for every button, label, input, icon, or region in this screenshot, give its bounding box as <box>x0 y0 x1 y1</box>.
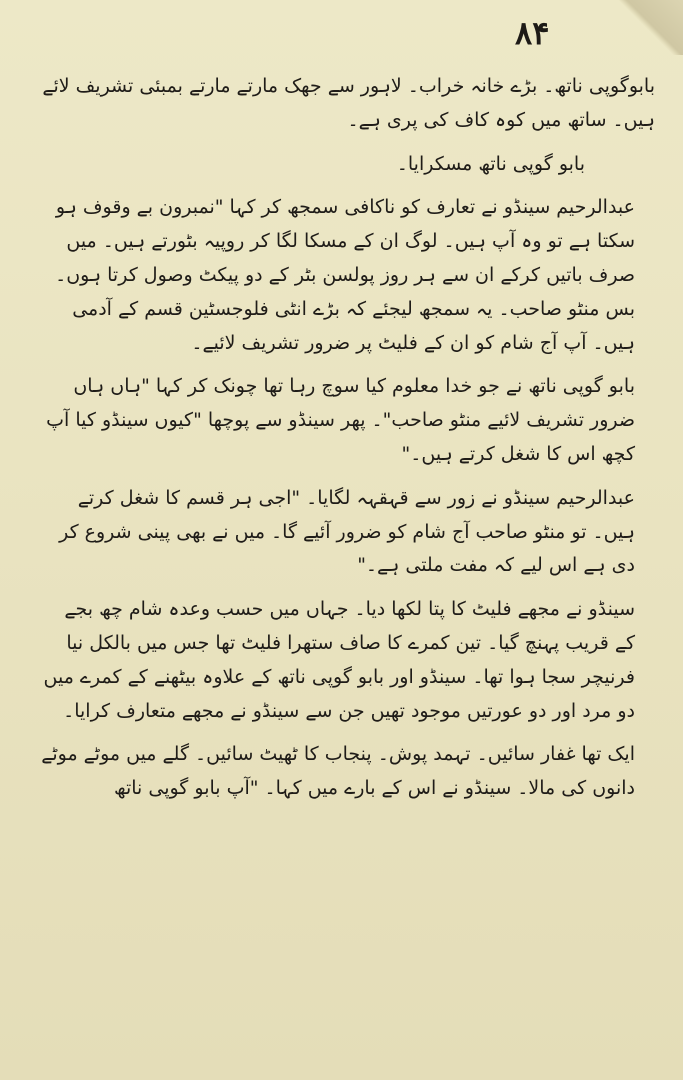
page-body-text <box>40 70 655 816</box>
paragraph-5: عبدالرحیم سینڈو نے زور سے قہقہہ لگایا۔ "اجی ہر قسم کا شغل کرتے ہیں۔ تو منٹو صاحب آج شام کو ضرور آئیے گا۔ میں نے بھی پینی شروع کر دی ہے اس لیے کہ مفت ملتی ہے۔" <box>59 486 635 577</box>
paragraph-2: بابو گوپی ناتھ مسکرایا۔ <box>396 152 585 175</box>
paragraph-6: سینڈو نے مجھے فلیٹ کا پتا لکھا دیا۔ جہاں میں حسب وعدہ شام چھ بجے کے قریب پہنچ گیا۔ تین کمرے کا صاف ستھرا فلیٹ تھا جس میں بالکل نیا فرنیچر سجا ہوا تھا۔ سینڈو اور بابو گوپی ناتھ کے علاوہ بیٹھنے کے کمرے میں دو مرد اور دو عورتیں موجود تھیں جن سے سینڈو نے مجھے متعارف کرایا۔ <box>43 598 635 722</box>
paragraph-1: بابوگوپی ناتھ۔ بڑے خانہ خراب۔ لاہور سے جھک مارتے مارتے بمبئی تشریف لائے ہیں۔ ساتھ میں کوہ کاف کی پری ہے۔ <box>42 75 655 131</box>
page-corner-fold <box>613 0 683 55</box>
paragraph-4: بابو گوپی ناتھ نے جو خدا معلوم کیا سوچ رہا تھا چونک کر کہا "ہاں ہاں ضرور تشریف لائیے منٹو صاحب"۔ پھر سینڈو سے پوچھا "کیوں سینڈو کیا آپ کچھ اس کا شغل کرتے ہیں۔" <box>46 375 635 465</box>
paragraph-3: عبدالرحیم سینڈو نے تعارف کو ناکافی سمجھ کر کہا "نمبرون بے وقوف ہو سکتا ہے تو وہ آپ ہیں۔ لوگ ان کے مسکا لگا کر روپیہ بٹورتے ہیں۔ میں صرف باتیں کرکے ان سے ہر روز پولسن بٹر کے دو پیکٹ وصول کرتا ہوں۔ بس منٹو صاحب۔ یہ سمجھ لیجئے کہ بڑے انٹی فلوجسٹین قسم کے آدمی ہیں۔ آپ آج شام کو ان کے فلیٹ پر ضرور تشریف لائیے۔ <box>55 196 635 354</box>
page-number: ۸۴ <box>515 14 550 52</box>
paragraph-7: ایک تھا غفار سائیں۔ تہمد پوش۔ پنجاب کا ٹھیٹ سائیں۔ گلے میں موٹے موٹے دانوں کی مالا۔ سینڈو نے اس کے بارے میں کہا۔ "آپ بابو گوپی ناتھ <box>41 743 635 800</box>
